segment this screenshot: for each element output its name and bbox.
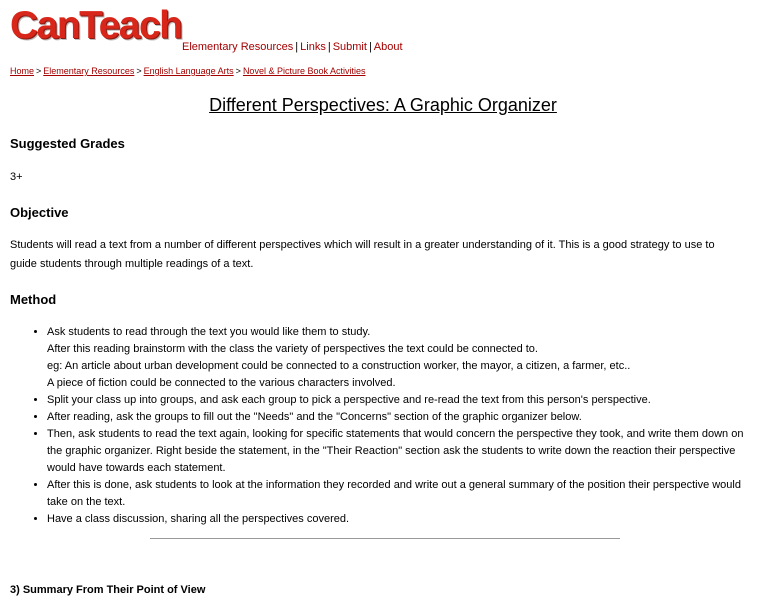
method-line: • Ask students to read through the text you would like them to study. — [47, 326, 371, 338]
breadcrumb-home[interactable]: Home — [10, 66, 35, 76]
nav-submit[interactable]: Submit — [332, 41, 367, 53]
method-line: After this reading brainstorm with the class the variety of perspectives the text could be connected to. — [47, 343, 538, 355]
method-line: eg: An article about urban development could be connected to a construction worker, the mayor, a citizen, a farmer, etc.. — [47, 360, 631, 372]
breadcrumb-elementary-resources[interactable]: Elementary Resources — [43, 66, 135, 76]
method-item — [47, 409, 766, 426]
breadcrumb-english-language-arts[interactable]: English Language Arts — [143, 66, 234, 76]
method-line: • Split your class up into groups, and ask each group to pick a perspective and re-read the text from this person's perspective. — [47, 394, 651, 406]
method-line: A piece of fiction could be connected to the various characters involved. — [47, 377, 396, 389]
site-logo[interactable]: CanTeach — [10, 4, 182, 47]
method-item — [47, 392, 766, 409]
summary-heading: 3) Summary From Their Point of View — [10, 584, 206, 596]
method-line: would have towards each statement. — [47, 462, 226, 474]
grades-value: 3+ — [10, 171, 23, 183]
method-item — [47, 511, 766, 528]
method-line: • After this is done, ask students to look at the information they recorded and write out a general summary of the position their perspective would — [47, 479, 741, 491]
breadcrumb-novel-picture-book[interactable]: Novel & Picture Book Activities — [242, 66, 366, 76]
method-line: • Have a class discussion, sharing all the perspectives covered. — [47, 513, 350, 525]
objective-text — [10, 236, 715, 274]
method-list — [33, 324, 766, 528]
objective-line: guide students through multiple readings of a text. — [10, 258, 254, 270]
nav-links[interactable]: Links — [300, 41, 326, 53]
method-line: take on the text. — [47, 496, 126, 508]
method-line: • After reading, ask the groups to fill out the "Needs" and the "Concerns" section of the graphic organizer below. — [47, 411, 582, 423]
breadcrumb: Home > Elementary Resources > English Language Arts > Novel & Picture Book Activities — [10, 66, 366, 76]
objective-line: Students will read a text from a number of different perspectives which will result in a greater understanding of it. This is a good strategy to use to — [10, 239, 715, 251]
objective-heading: Objective — [10, 205, 69, 220]
method-item — [47, 477, 766, 511]
nav-about[interactable]: About — [373, 41, 403, 53]
method-item — [47, 324, 766, 392]
method-heading: Method — [10, 292, 57, 307]
page-title: Different Perspectives: A Graphic Organizer — [209, 95, 557, 115]
grades-heading: Suggested Grades — [10, 136, 125, 151]
method-line: the graphic organizer. Right beside the statement, in the "Their Reaction" section ask the students to write down the reaction their perspective — [47, 445, 736, 457]
top-nav: Elementary Resources | Links | Submit | About — [182, 41, 403, 53]
divider — [150, 538, 620, 539]
method-item — [47, 426, 766, 477]
nav-elementary-resources[interactable]: Elementary Resources — [182, 41, 294, 53]
method-line: • Then, ask students to read the text again, looking for specific statements that would concern the perspective they took, and write them down on — [47, 428, 744, 440]
